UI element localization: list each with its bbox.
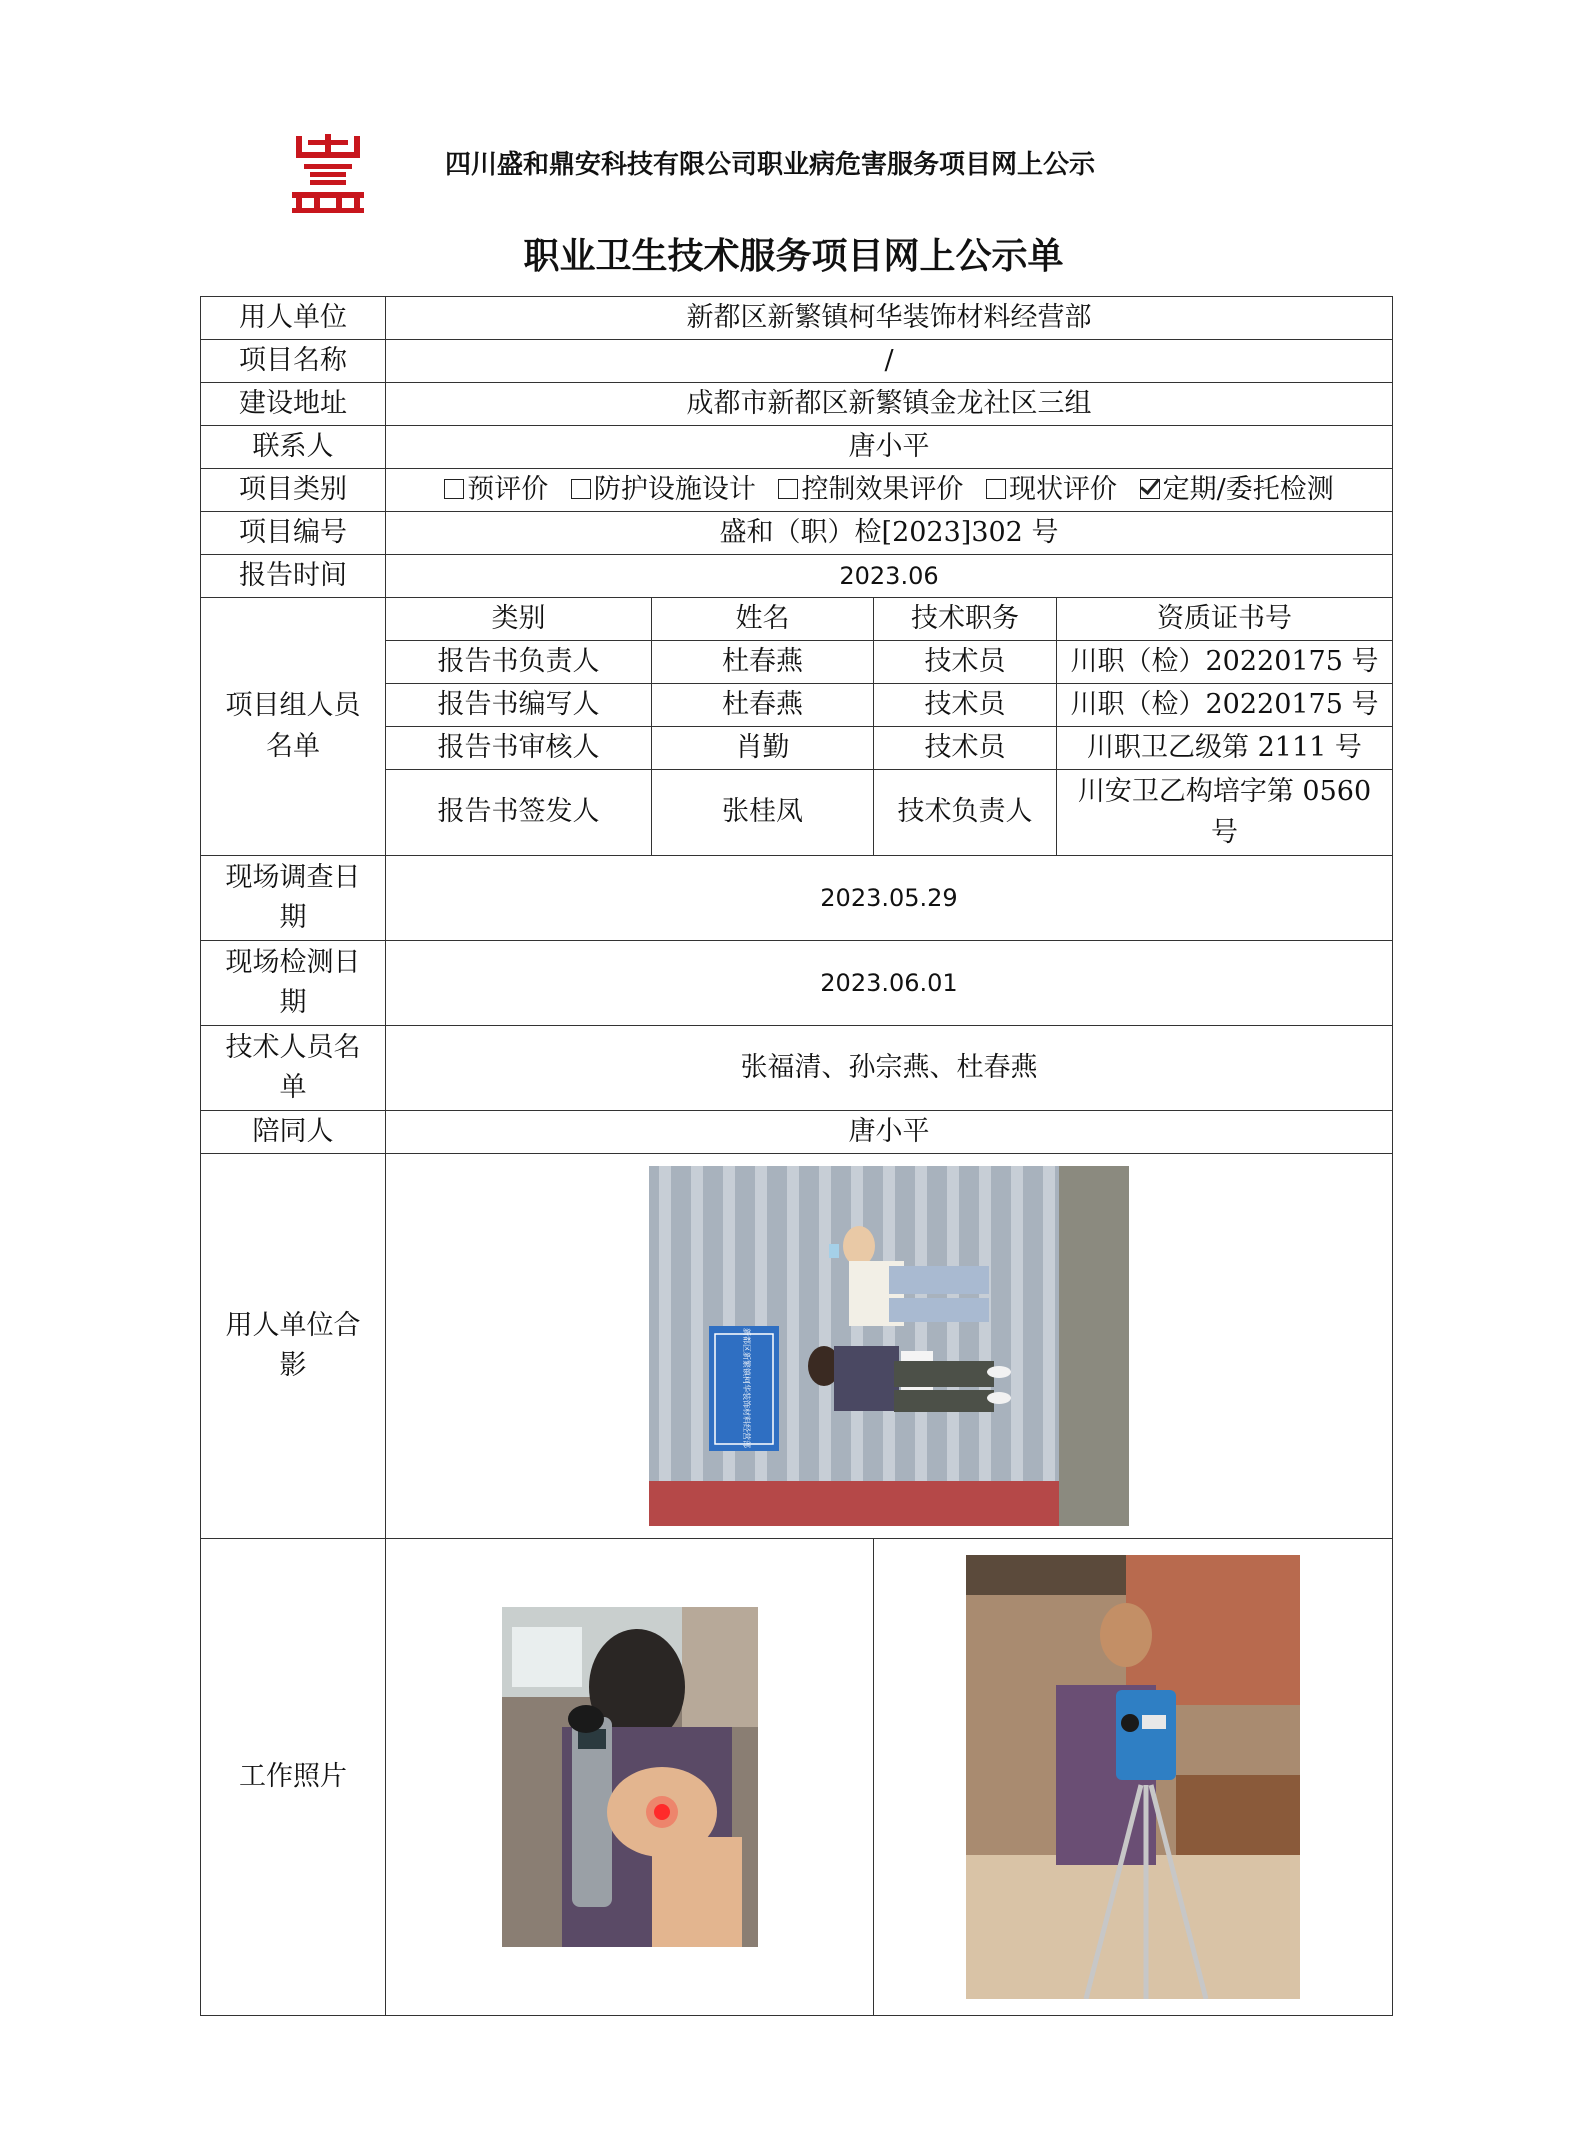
category-options	[386, 469, 1393, 512]
category-option[interactable]: 预评价	[444, 470, 548, 511]
accompany-label: 陪同人	[201, 1111, 386, 1154]
row-group-photo	[201, 1154, 1393, 1539]
accompany-value: 唐小平	[386, 1111, 1393, 1154]
row-category	[201, 469, 1393, 512]
row-survey-date	[201, 856, 1393, 941]
employer-label: 用人单位	[201, 297, 386, 340]
team-cell: 川职卫乙级第 2111 号	[1057, 727, 1393, 770]
team-cell: 技术员	[874, 641, 1057, 684]
work-photo-sound-meter	[502, 1607, 758, 1947]
checkbox-icon	[571, 479, 591, 499]
survey-date-value: 2023.05.29	[386, 856, 1393, 941]
team-cell: 川职（检）20220175 号	[1057, 684, 1393, 727]
work-photo-sampler	[966, 1555, 1300, 1999]
row-report-time	[201, 555, 1393, 598]
category-label: 项目类别	[201, 469, 386, 512]
row-work-photos	[201, 1539, 1393, 2016]
category-option[interactable]: 控制效果评价	[778, 470, 963, 511]
report-time-label: 报告时间	[201, 555, 386, 598]
survey-date-label: 现场调查日期	[201, 856, 386, 941]
team-cell: 报告书审核人	[386, 727, 652, 770]
project-no-value: 盛和（职）检[2023]302 号	[386, 512, 1393, 555]
team-cell: 川职（检）20220175 号	[1057, 641, 1393, 684]
group-photo-label: 用人单位合影	[201, 1154, 386, 1539]
category-option[interactable]: 定期/委托检测	[1140, 470, 1334, 511]
address-value: 成都市新都区新繁镇金龙社区三组	[386, 383, 1393, 426]
project-name-value: /	[386, 340, 1393, 383]
row-project-no	[201, 512, 1393, 555]
team-cell: 张桂凤	[652, 770, 874, 856]
svg-text:新都区新繁镇柯华装饰材料经营部: 新都区新繁镇柯华装饰材料经营部	[742, 1328, 751, 1448]
team-label: 项目组人员名单	[201, 598, 386, 856]
team-header-category: 类别	[386, 598, 652, 641]
team-header-row	[201, 598, 1393, 641]
row-technicians	[201, 1026, 1393, 1111]
report-time-value: 2023.06	[386, 555, 1393, 598]
work-photo-cell-right	[874, 1539, 1393, 2016]
category-option[interactable]: 现状评价	[986, 470, 1117, 511]
technicians-value: 张福清、孙宗燕、杜春燕	[386, 1026, 1393, 1111]
row-test-date	[201, 941, 1393, 1026]
row-accompany	[201, 1111, 1393, 1154]
checkbox-icon	[986, 479, 1006, 499]
notice-form-table	[200, 296, 1393, 2016]
checkbox-icon	[444, 479, 464, 499]
air-sampler-icon	[1116, 1690, 1176, 1780]
team-header-name: 姓名	[652, 598, 874, 641]
row-employer	[201, 297, 1393, 340]
team-cell: 杜春燕	[652, 684, 874, 727]
team-header-cert: 资质证书号	[1057, 598, 1393, 641]
team-cell: 报告书负责人	[386, 641, 652, 684]
project-no-label: 项目编号	[201, 512, 386, 555]
checked-checkbox-icon	[1140, 479, 1160, 499]
page-title: 职业卫生技术服务项目网上公示单	[523, 236, 1064, 277]
work-photo-label: 工作照片	[201, 1539, 386, 2016]
team-cell: 肖勤	[652, 727, 874, 770]
company-logo	[290, 132, 366, 214]
contact-label: 联系人	[201, 426, 386, 469]
row-contact	[201, 426, 1393, 469]
company-notice: 四川盛和鼎安科技有限公司职业病危害服务项目网上公示	[445, 150, 1096, 180]
address-label: 建设地址	[201, 383, 386, 426]
checkbox-icon	[778, 479, 798, 499]
row-address	[201, 383, 1393, 426]
group-photo-cell	[386, 1154, 1393, 1539]
employer-value: 新都区新繁镇柯华装饰材料经营部	[386, 297, 1393, 340]
project-name-label: 项目名称	[201, 340, 386, 383]
team-cell: 技术员	[874, 727, 1057, 770]
team-cell: 技术负责人	[874, 770, 1057, 856]
test-date-value: 2023.06.01	[386, 941, 1393, 1026]
document-header	[290, 132, 1190, 222]
test-date-label: 现场检测日期	[201, 941, 386, 1026]
row-project-name	[201, 340, 1393, 383]
team-cell: 报告书编写人	[386, 684, 652, 727]
team-cell: 杜春燕	[652, 641, 874, 684]
team-cell: 报告书签发人	[386, 770, 652, 856]
team-cell: 技术员	[874, 684, 1057, 727]
technicians-label: 技术人员名单	[201, 1026, 386, 1111]
category-option[interactable]: 防护设施设计	[571, 470, 756, 511]
group-photo-image	[649, 1166, 1129, 1526]
team-cell: 川安卫乙构培字第 0560 号	[1057, 770, 1393, 856]
work-photo-cell-left	[386, 1539, 874, 2016]
team-header-title: 技术职务	[874, 598, 1057, 641]
contact-value: 唐小平	[386, 426, 1393, 469]
